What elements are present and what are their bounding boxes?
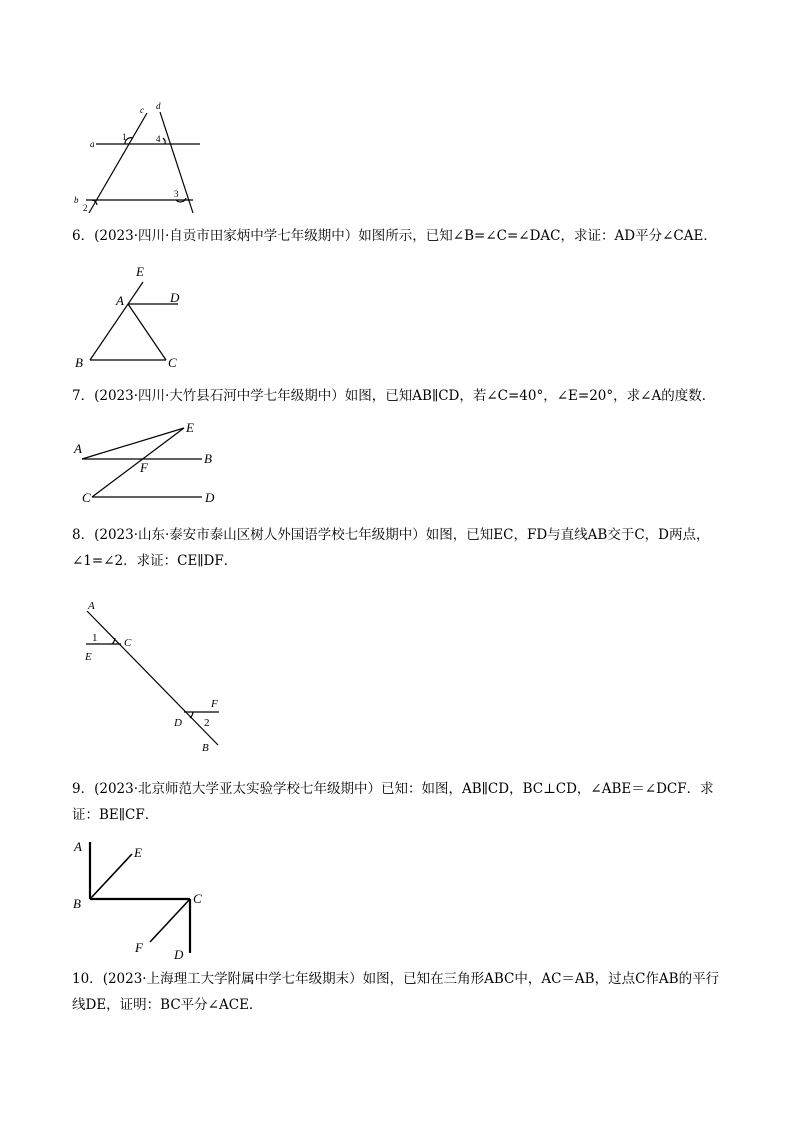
- label-A: A: [74, 839, 82, 854]
- question-7-number: 7．: [72, 388, 95, 404]
- label-A: A: [88, 600, 95, 612]
- label-A: A: [74, 441, 82, 456]
- label-a: a: [90, 139, 95, 149]
- label-E: E: [186, 420, 194, 435]
- line-c: [89, 113, 147, 213]
- label-F: F: [135, 940, 143, 955]
- question-9-text: (2023·北京师范大学亚太实验学校七年级期中）已知：如图，AB∥CD，BC⊥CD，∠ABE＝∠DCF．求证：BE∥CF．: [72, 781, 714, 823]
- label-D: D: [205, 490, 215, 505]
- angle-arc-2: [190, 712, 193, 718]
- label-angle-1: 1: [92, 632, 98, 644]
- label-C: C: [82, 490, 91, 505]
- line-ae: [82, 428, 184, 459]
- label-angle-3: 3: [174, 189, 179, 199]
- label-D: D: [170, 290, 180, 305]
- question-10-number: 10．: [72, 971, 103, 987]
- figure-line-ab-ec-df: [70, 595, 240, 755]
- label-d: d: [156, 101, 161, 111]
- label-E: E: [136, 264, 144, 279]
- label-E: E: [85, 651, 92, 663]
- label-B: B: [202, 742, 209, 754]
- label-F: F: [211, 698, 218, 710]
- question-8: [72, 522, 732, 574]
- label-F: F: [140, 460, 148, 475]
- question-10-text: (2023·上海理工大学附属中学七年级期末）如图，已知在三角形ABC中，AC＝AB，过点C作AB的平行线DE，证明：BC平分∠ACE．: [72, 971, 720, 1013]
- line-be: [90, 854, 132, 899]
- label-D: D: [174, 717, 182, 729]
- label-angle-2: 2: [83, 203, 88, 213]
- label-angle-2: 2: [204, 717, 210, 729]
- question-6: [72, 223, 732, 249]
- question-7: [72, 383, 732, 409]
- label-B: B: [204, 451, 212, 466]
- figure-triangle-abc-ray-ad: [70, 260, 190, 372]
- question-9: [72, 776, 732, 828]
- label-A: A: [116, 293, 124, 308]
- label-b: b: [74, 195, 79, 205]
- label-c: c: [140, 105, 144, 115]
- angle-arc-4: [163, 138, 165, 144]
- question-7-text: (2023·四川·大竹县石河中学七年级期中）如图，已知AB∥CD，若∠C=40°，∠E=20°，求∠A的度数．: [94, 388, 716, 404]
- label-angle-1: 1: [122, 132, 127, 142]
- line-cf: [150, 899, 190, 942]
- question-6-number: 6．: [72, 228, 95, 244]
- label-E: E: [134, 845, 142, 860]
- label-C: C: [193, 891, 202, 906]
- label-B: B: [75, 355, 83, 370]
- label-D: D: [174, 947, 184, 962]
- line-ab: [87, 611, 218, 745]
- question-9-number: 9．: [72, 781, 95, 797]
- figure-parallel-transversals: [70, 100, 210, 220]
- question-6-text: (2023·四川·自贡市田家炳中学七年级期中）如图所示，已知∠B=∠C=∠DAC，求证：AD平分∠CAE．: [94, 228, 717, 244]
- question-10: [72, 966, 732, 1018]
- figure-parallel-ab-cd: [70, 420, 230, 510]
- label-angle-4: 4: [156, 134, 161, 144]
- question-8-number: 8．: [72, 527, 95, 543]
- label-C: C: [124, 637, 132, 649]
- line-ce: [92, 428, 184, 497]
- label-B: B: [73, 896, 81, 911]
- question-8-text: (2023·山东·泰安市泰山区树人外国语学校七年级期中）如图，已知EC，FD与直线AB交于C，D两点，∠1=∠2．求证：CE∥DF．: [72, 527, 710, 569]
- line-ac: [128, 304, 166, 360]
- figure-ab-bc-cd: [70, 838, 210, 963]
- label-C: C: [168, 355, 177, 370]
